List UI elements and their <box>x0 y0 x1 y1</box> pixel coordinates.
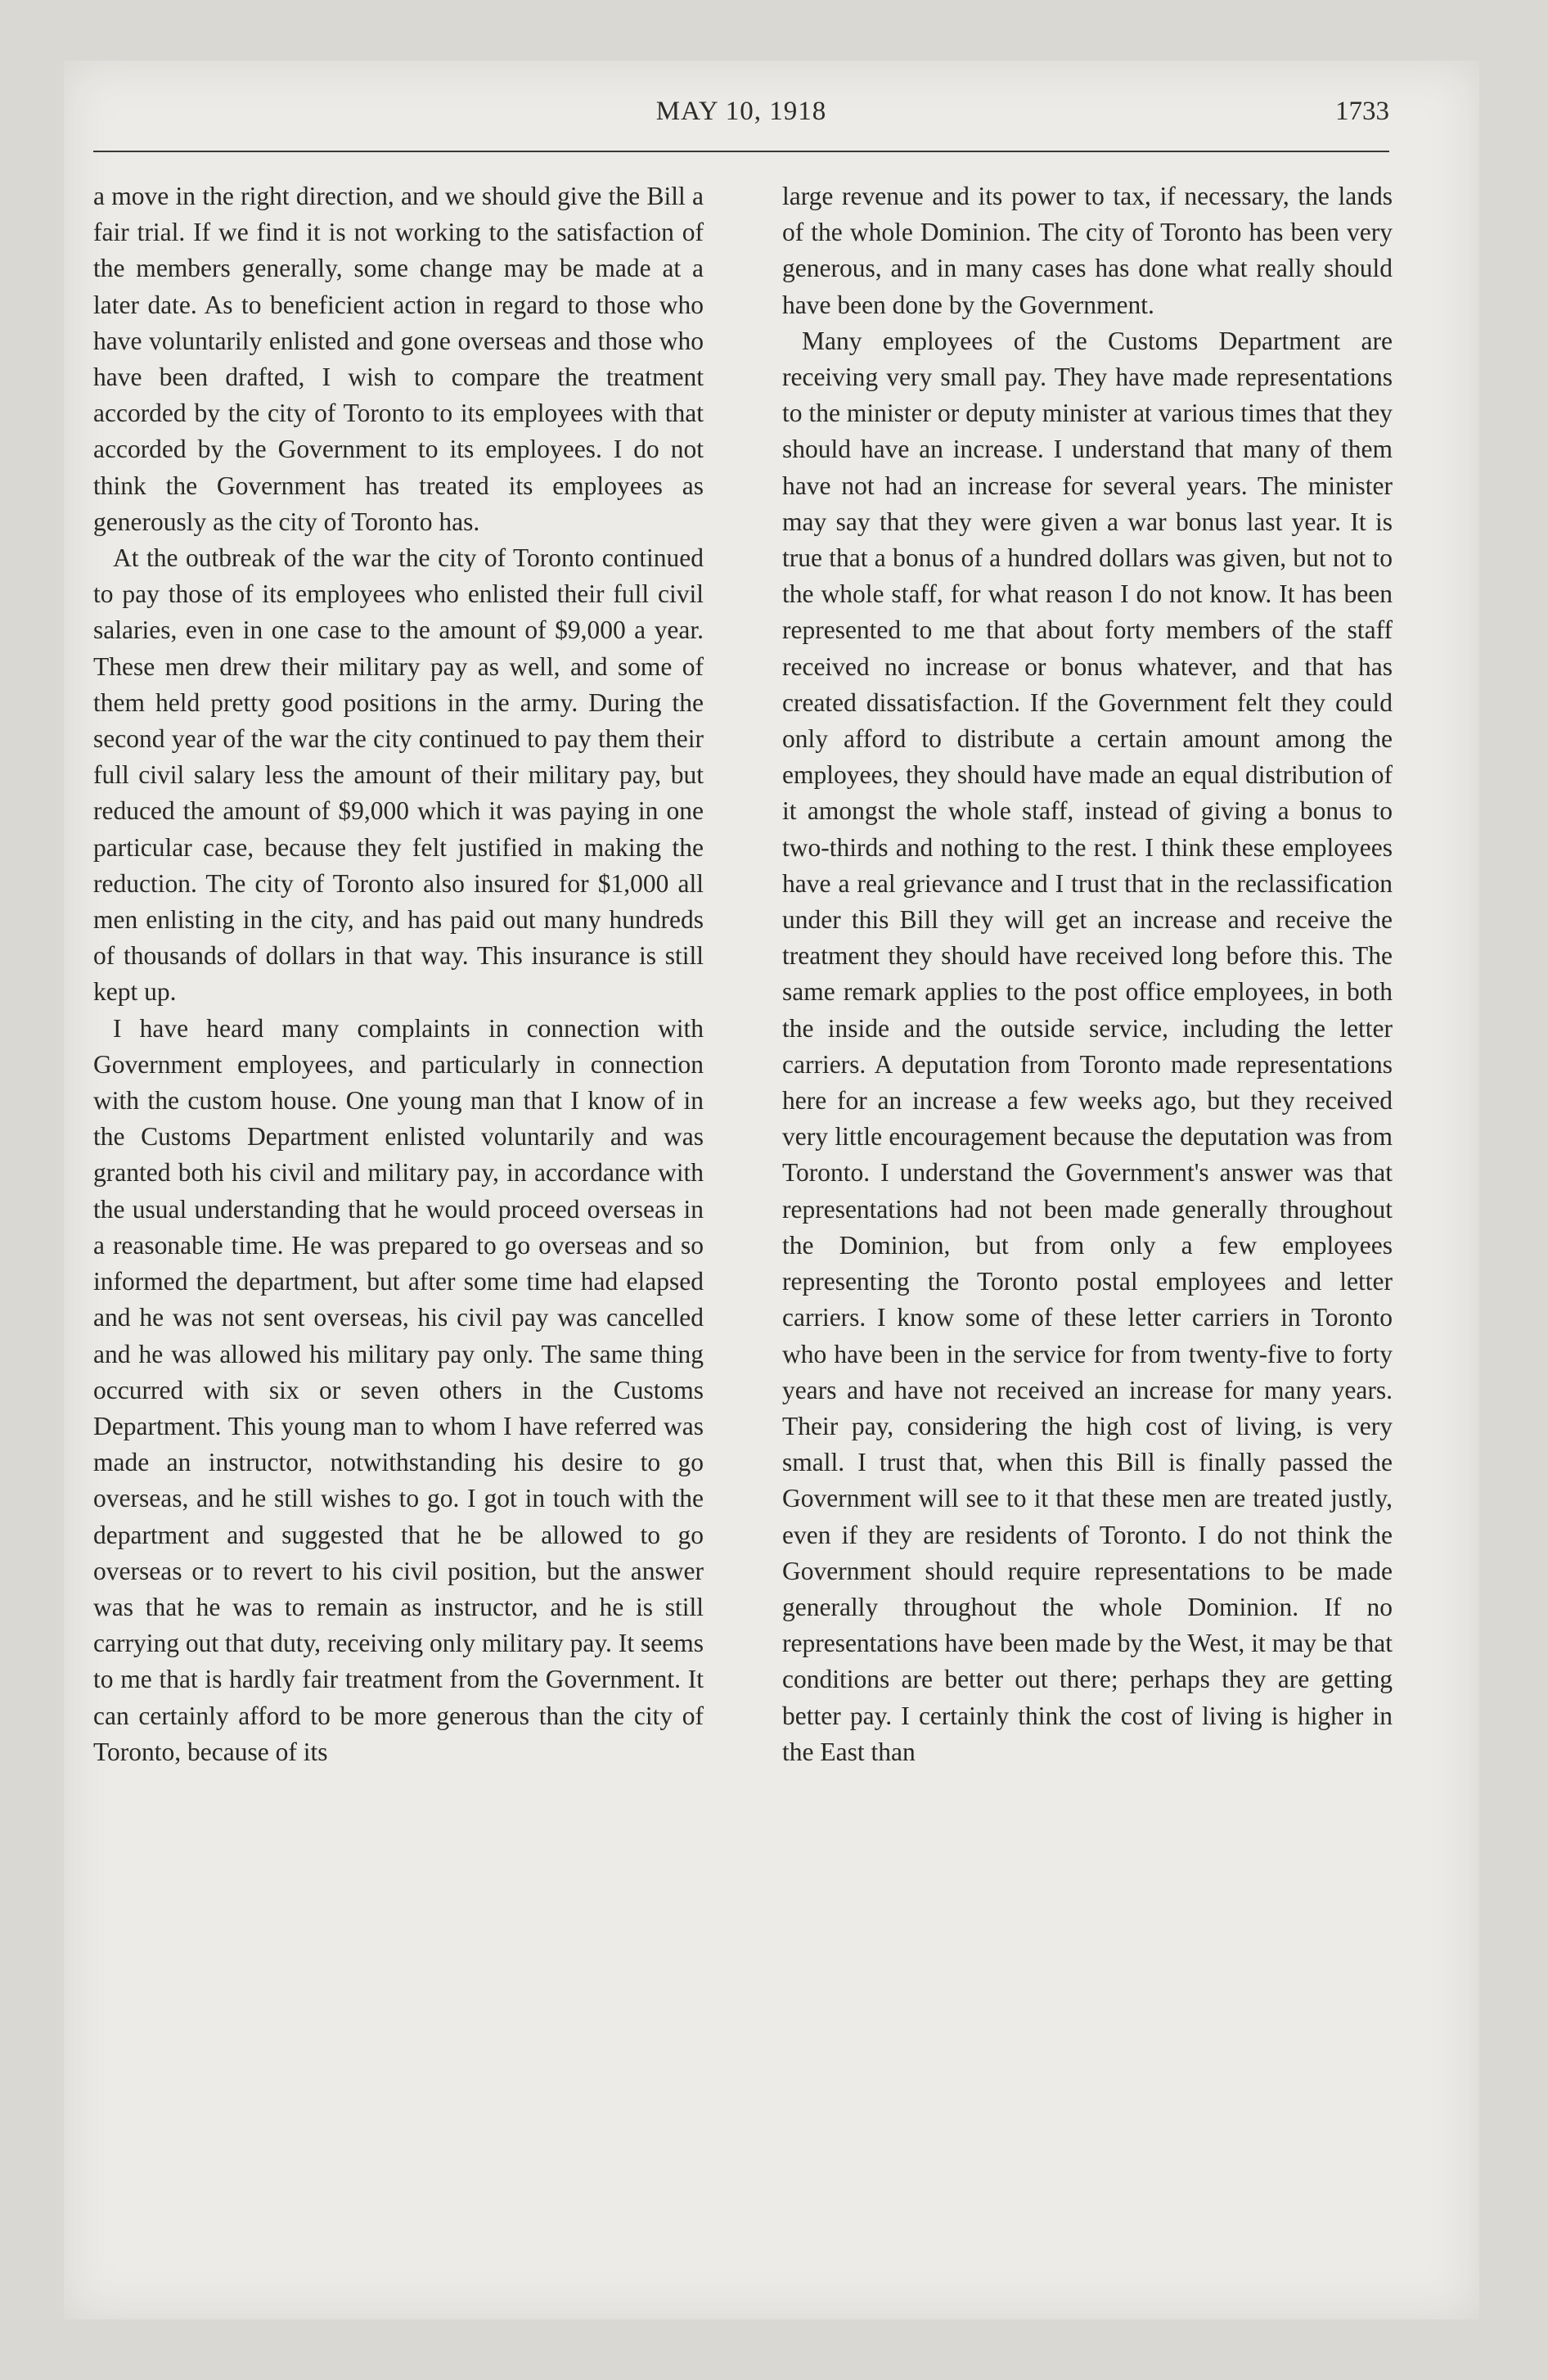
paragraph: Many employees of the Customs Department are receiving very small pay. They have made representations to the minister or deputy minister at various times that they should have an increase. I understand that many of them have not had an increase for several years. The minister may say that they were given a war bonus last year. It is true that a bonus of a hundred dollars was given, but not to the whole staff, for what reason I do not know. It has been represented to me that about forty members of the staff received no increase or bonus whatever, and that has created dissatisfaction. If the Government felt they could only afford to distribute a certain amount among the employees, they should have made an equal distribution of it amongst the whole staff, instead of giving a bonus to two-thirds and nothing to the rest. I think these employees have a real grievance and I trust that in the reclassification under this Bill they will get an increase and receive the treatment they should have received long before this. The same remark applies to the post office employees, in both the inside and the outside service, including the letter carriers. A deputation from Toronto made representations here for an increase a few weeks ago, but they received very little encouragement because the deputation was from Toronto. I understand the Government's answer was that representations had not been made generally throughout the Dominion, but from only a few employees representing the Toronto postal employees and letter carriers. I know some of these letter carriers in Toronto who have been in the service for from twenty-five to forty years and have not received an increase for many years. Their pay, considering the high cost of living, is very small. I trust that, when this Bill is finally passed the Government will see to it that these men are treated justly, even if they are residents of Toronto. I do not think the Government should require representations to be made generally throughout the whole Dominion. If no representations have been made by the West, it may be that conditions are better out there; perhaps they are getting better pay. I certainly think the cost of living is higher in the East than <box>782 326 1393 1766</box>
paragraph: a move in the right direction, and we should give the Bill a fair trial. If we find it is not working to the satisfaction of the members generally, some change may be made at a later date. As to beneficient action in regard to those who have voluntarily enlisted and gone overseas and those who have been drafted, I wish to compare the treatment accorded by the city of Toronto to its employees with that accorded by the Government to its employees. I do not think the Government has treated its employees as generously as the city of Toronto has. <box>93 182 704 536</box>
header-rule <box>93 151 1389 152</box>
paragraph: At the outbreak of the war the city of Toronto continued to pay those of its employees who enlisted their full civil salaries, even in one case to the amount of $9,000 a year. These men drew their military pay as well, and some of them held pretty good positions in the army. During the second year of the war the city continued to pay them their full civil salary less the amount of their military pay, but reduced the amount of $9,000 which it was paying in one particular case, because they felt justified in making the reduction. The city of Toronto also insured for $1,000 all men enlisting in the city, and has paid out many hundreds of thousands of dollars in that way. This insurance is still kept up. <box>93 543 704 1007</box>
paragraph: large revenue and its power to tax, if necessary, the lands of the whole Dominion. The city of Toronto has been very generous, and in many cases has done what really should have been done by the Government. <box>782 182 1393 319</box>
paragraph: I have heard many complaints in connection with Government employees, and particularly in connection with the custom house. One young man that I know of in the Customs Department enlisted voluntarily and was granted both his civil and military pay, in accordance with the usual understanding that he would proceed overseas in a reasonable time. He was prepared to go overseas and so informed the department, but after some time had elapsed and he was not sent overseas, his civil pay was cancelled and he was allowed his military pay only. The same thing occurred with six or seven others in the Customs Department. This young man to whom I have referred was made an instructor, notwithstanding his desire to go overseas, and he still wishes to go. I got in touch with the department and suggested that he be allowed to go overseas or to revert to his civil position, but the answer was that he was to remain as instructor, and he is still carrying out that duty, receiving only military pay. It seems to me that is hardly fair treatment from the Government. It can certainly afford to be more generous than the city of Toronto, because of its <box>93 1013 704 1766</box>
page-header <box>93 92 1389 141</box>
page-number: 1733 <box>1335 97 1389 126</box>
header-date: MAY 10, 1918 <box>655 97 827 126</box>
left-column <box>93 178 704 1770</box>
right-column <box>782 178 1393 1770</box>
